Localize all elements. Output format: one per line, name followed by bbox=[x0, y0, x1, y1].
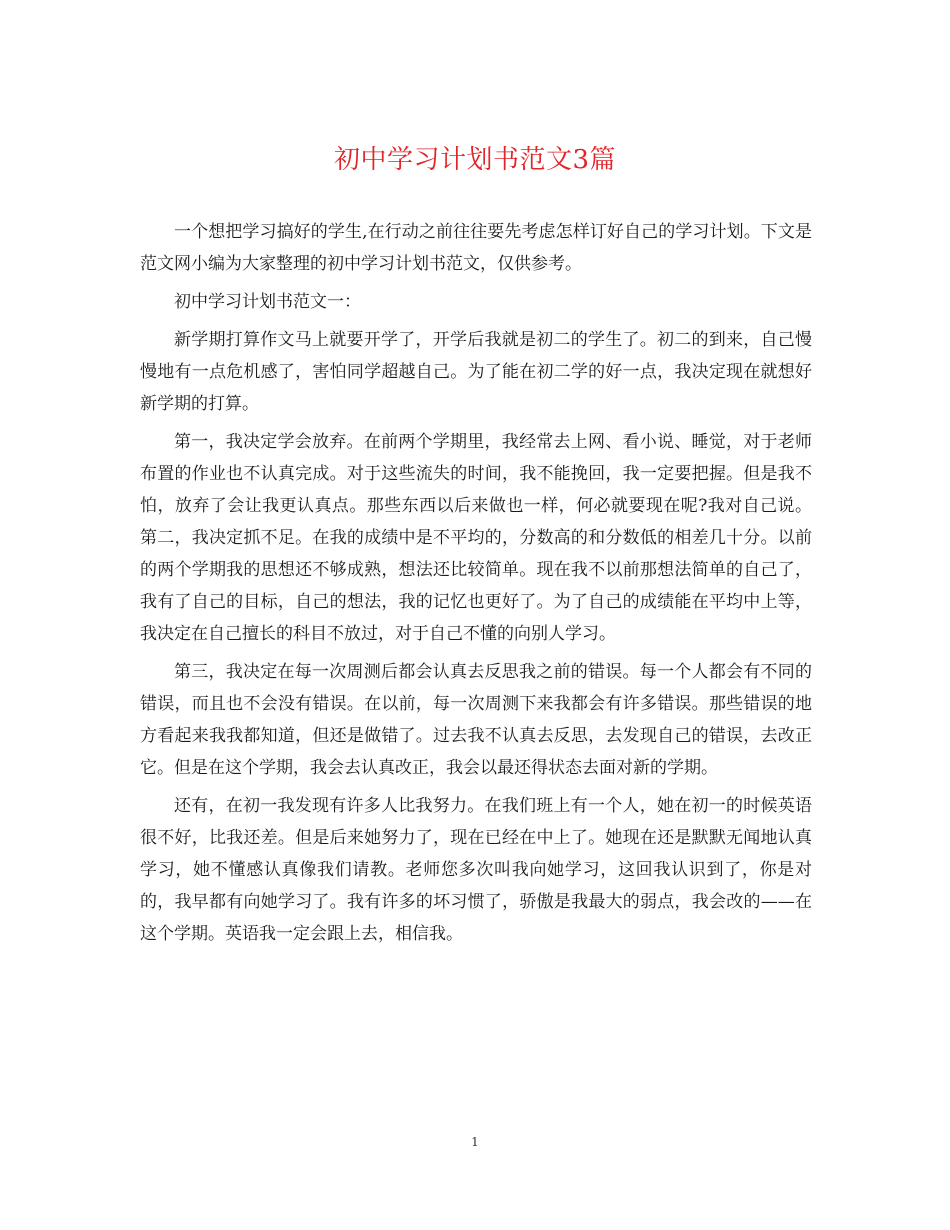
paragraph: 新学期打算作文马上就要开学了，开学后我就是初二的学生了。初二的到来，自己慢慢地有一点危机感了，害怕同学超越自己。为了能在初二学的好一点，我决定现在就想好新学期的打算。 bbox=[140, 330, 812, 414]
page-number: 1 bbox=[471, 1135, 479, 1149]
document-title: 初中学习计划书范文3篇 bbox=[333, 145, 617, 175]
paragraph: 第三，我决定在每一次周测后都会认真去反思我之前的错误。每一个人都会有不同的错误，而且也不会没有错误。在以前，每一次周测下来我都会有许多错误。那些错误的地方看起来我我都知道，但还是做错了。过去我不认真去反思，去发现自己的错误，去改正它。但是在这个学期，我会去认真改正，我会以最还得状态去面对新的学期。 bbox=[140, 662, 812, 778]
paragraph: 初中学习计划书范文一： bbox=[174, 292, 361, 312]
document-body bbox=[140, 216, 812, 950]
paragraph: 还有，在初一我发现有许多人比我努力。在我们班上有一个人，她在初一的时候英语很不好，比我还差。但是后来她努力了，现在已经在中上了。她现在还是默默无闻地认真学习，她不懂感认真像我们请教。老师您多次叫我向她学习，这回我认识到了，你是对的，我早都有向她学习了。我有许多的坏习惯了，骄傲是我最大的弱点，我会改的——在这个学期。英语我一定会跟上去，相信我。 bbox=[140, 796, 812, 944]
paragraph: 第一，我决定学会放弃。在前两个学期里，我经常去上网、看小说、睡觉，对于老师布置的作业也不认真完成。对于这些流失的时间，我不能挽回，我一定要把握。但是我不怕，放弃了会让我更认真点。那些东西以后来做也一样，何必就要现在呢?我对自己说。 第二，我决定抓不足。在我的成绩中是不平均的，分数高的和分数低的相差几十分。以前的两个学期我的思想还不够成熟，想法还比较简单。现在我不以前那想法简单的自己了，我有了自己的目标，自己的想法，我的记忆也更好了。为了自己的成绩能在平均中上等，我决定在自己擅长的科目不放过，对于自己不懂的向别人学习。 bbox=[140, 432, 812, 644]
paragraph: 一个想把学习搞好的学生,在行动之前往往要先考虑怎样订好自己的学习计划。下文是范文网小编为大家整理的初中学习计划书范文，仅供参考。 bbox=[140, 222, 812, 274]
